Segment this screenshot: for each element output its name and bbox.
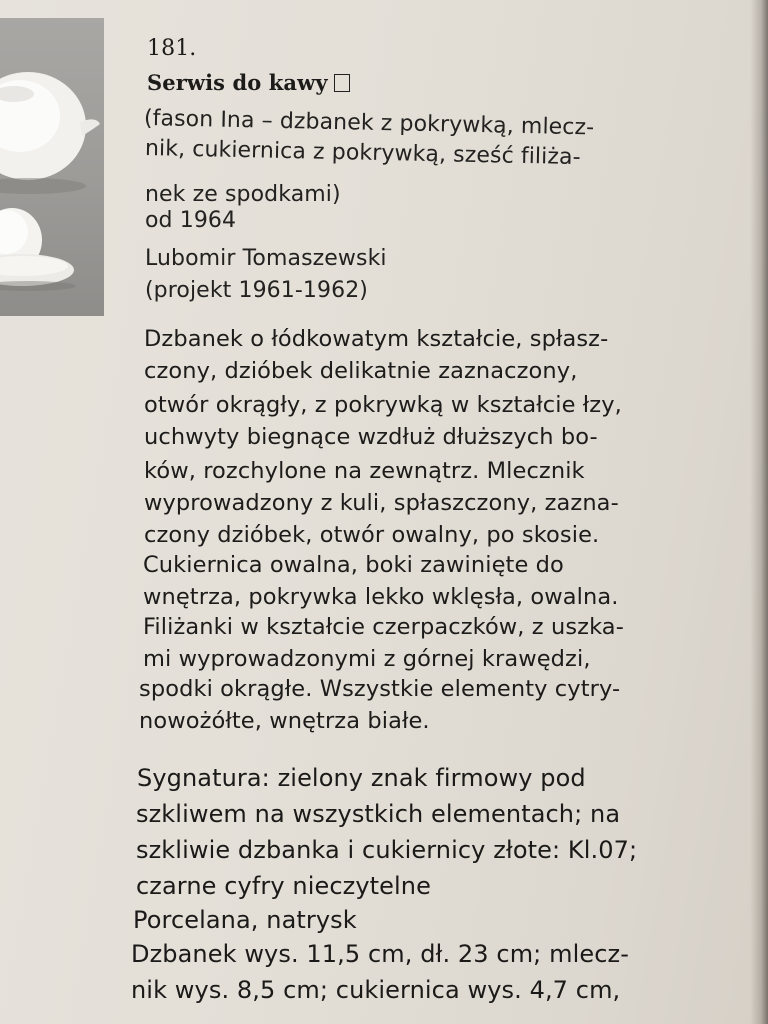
subtitle-line-2: nik, cukiernica z pokrywką, sześć filiża- [144, 136, 581, 171]
teapot-illustration [0, 18, 104, 316]
page-edge-shadow [750, 0, 768, 1024]
description-line-8: Cukiernica owalna, boki zawinięte do [143, 552, 564, 578]
subtitle-line-3: nek ze spodkami) [145, 182, 341, 207]
entry-title-text: Serwis do kawy [147, 70, 328, 95]
dimensions-line-2: nik wys. 8,5 cm; cukiernica wys. 4,7 cm, [131, 976, 621, 1004]
entry-title [147, 70, 350, 95]
subtitle-line-6: (projekt 1961-1962) [145, 278, 368, 303]
entry-number: 181. [147, 36, 197, 61]
subtitle-line-1: (fason Ina – dzbanek z pokrywką, mlecz- [143, 106, 595, 141]
description-line-1: Dzbanek o łódkowatym kształcie, spłasz- [144, 326, 609, 352]
material-line: Porcelana, natrysk [133, 906, 357, 934]
signature-line-4: czarne cyfry nieczytelne [136, 872, 431, 900]
description-line-5: ków, rozchylone na zewnątrz. Mlecznik [144, 458, 585, 484]
porcelain-photo [0, 18, 104, 316]
signature-line-1: Sygnatura: zielony znak firmowy pod [137, 764, 586, 792]
checkbox-icon [334, 74, 350, 92]
description-line-3: otwór okrągły, z pokrywką w kształcie łzy, [144, 392, 622, 418]
description-line-7: czony dzióbek, otwór owalny, po skosie. [144, 522, 600, 548]
description-line-6: wyprowadzony z kuli, spłaszczony, zazna- [144, 490, 619, 516]
description-line-9: wnętrza, pokrywka lekko wklęsła, owalna. [143, 584, 619, 610]
subtitle-line-5: Lubomir Tomaszewski [145, 246, 387, 271]
description-line-13: nowożółte, wnętrza białe. [139, 708, 430, 734]
signature-line-3: szkliwie dzbanka i cukiernicy złote: Kl.07; [136, 836, 638, 864]
description-line-12: spodki okrągłe. Wszystkie elementy cytry- [139, 676, 621, 702]
description-line-11: mi wyprowadzonymi z górnej krawędzi, [143, 646, 591, 672]
signature-line-2: szkliwem na wszystkich elementach; na [136, 800, 621, 828]
description-line-4: uchwyty biegnące wzdłuż dłuższych bo- [144, 424, 598, 450]
subtitle-line-4: od 1964 [145, 208, 237, 233]
description-line-2: czony, dzióbek delikatnie zaznaczony, [144, 358, 578, 384]
description-line-10: Filiżanki w kształcie czerpaczków, z uszka- [143, 614, 624, 640]
dimensions-line-1: Dzbanek wys. 11,5 cm, dł. 23 cm; mlecz- [131, 940, 629, 968]
